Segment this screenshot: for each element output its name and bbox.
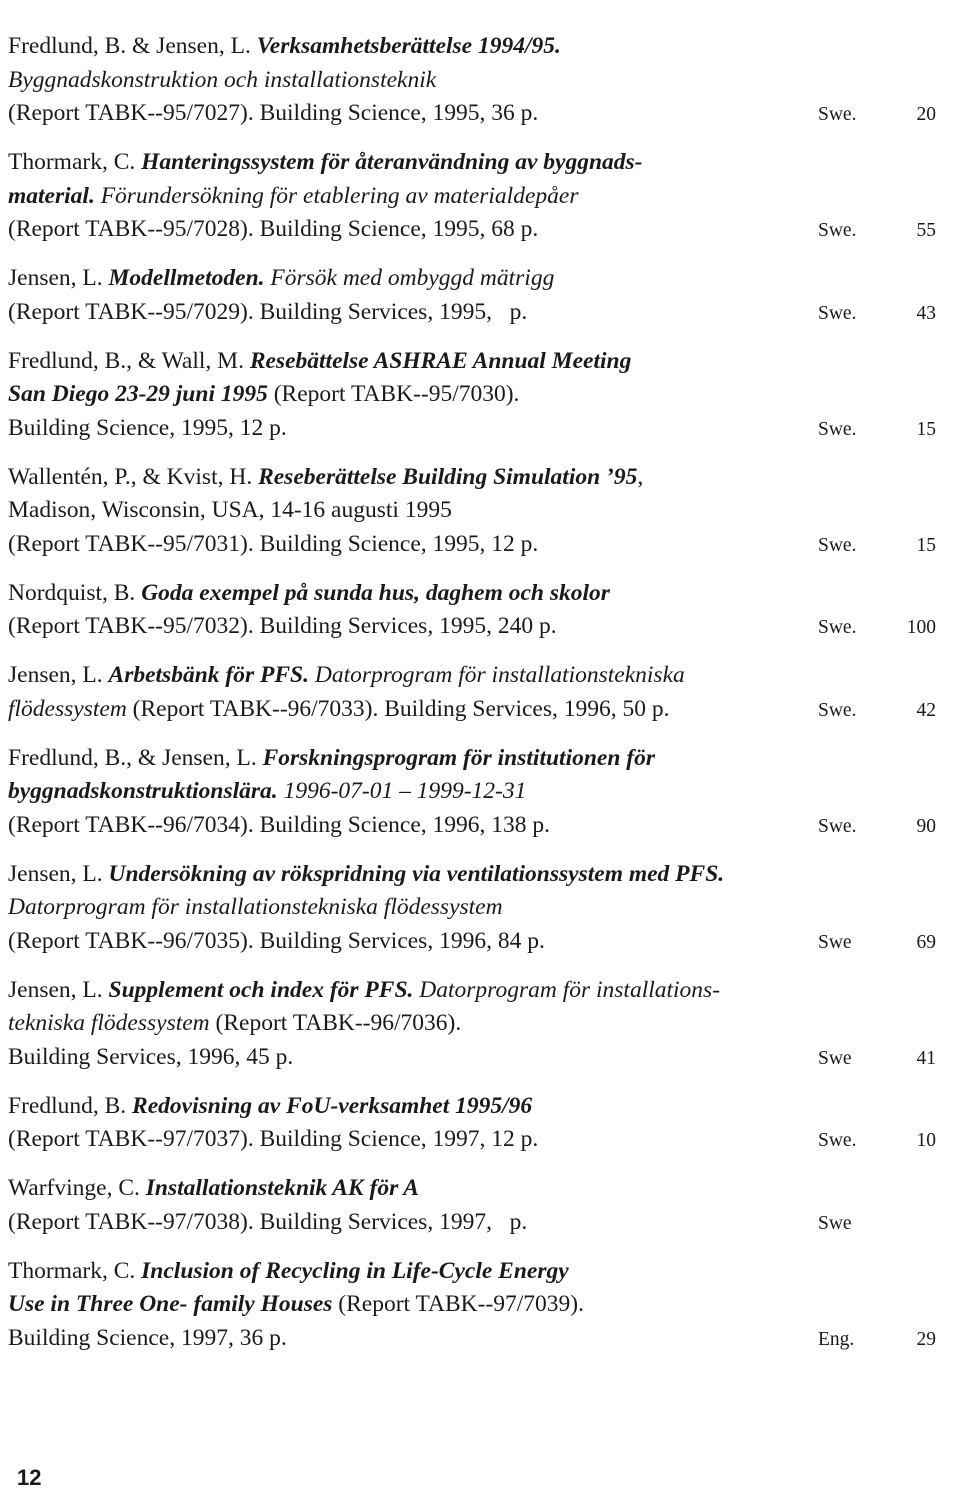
entry-line — [8, 925, 948, 959]
entry-page-count: 29 — [916, 1328, 936, 1350]
bibliography-entry — [8, 30, 948, 131]
entry-text: Jensen, L. — [8, 265, 109, 291]
entry-line — [8, 1288, 948, 1322]
entry-line — [8, 296, 948, 330]
entry-text: (Report TABK--96/7033). Building Services, 1996, 50 p. — [126, 695, 670, 722]
entry-line — [8, 262, 948, 296]
entry-subtitle-text: flödessystem — [8, 695, 127, 722]
entry-language: Swe. — [818, 302, 857, 324]
entry-line — [8, 146, 948, 180]
entry-text: Thormark, C. — [8, 1257, 142, 1284]
bibliography-entry — [8, 659, 948, 726]
page-number: 12 — [17, 1465, 42, 1490]
entry-text: (Report TABK--95/7030). — [267, 381, 520, 407]
entry-line — [8, 1322, 948, 1356]
entry-language: Swe. — [818, 699, 857, 721]
entry-text: Fredlund, B., & Jensen, L. — [8, 744, 263, 771]
entry-title-text: Verksamhetsberättelse 1994/95. — [256, 33, 561, 59]
entry-line — [8, 97, 948, 131]
entry-text: Jensen, L. — [8, 662, 109, 688]
entry-line — [8, 659, 948, 693]
entry-language: Swe. — [818, 617, 857, 638]
entry-title-text: San Diego 23-29 juni 1995 — [8, 381, 268, 407]
entry-page-count: 42 — [916, 699, 936, 721]
entry-line — [8, 345, 948, 379]
entry-title-text: Use in Three One- family Houses — [8, 1291, 333, 1317]
entry-language: Swe. — [818, 1130, 857, 1151]
entry-language: Swe — [818, 1047, 852, 1069]
entry-title-text: Hanteringssystem för återanvändning av byggnads- — [141, 149, 643, 175]
bibliography-entry — [8, 577, 948, 644]
entry-line — [8, 30, 948, 64]
entry-title-text: Reseberättelse Building Simulation ’95 — [258, 463, 638, 490]
bibliography-entry — [8, 1090, 948, 1157]
entry-line — [8, 775, 948, 809]
entry-line — [8, 1255, 948, 1289]
bibliography-entry — [8, 1172, 948, 1239]
entry-language: Swe. — [818, 220, 857, 241]
entry-title-text: Goda exempel på sunda hus, daghem och skolor — [141, 579, 610, 606]
entry-language: Swe. — [818, 534, 857, 556]
entry-line — [8, 891, 948, 925]
entry-text: (Report TABK--95/7027). Building Science, 1995, 36 p. — [8, 100, 539, 126]
entry-line — [8, 858, 948, 892]
entry-line — [8, 213, 948, 247]
entry-page-count: 10 — [916, 1130, 936, 1151]
entry-page-count: 90 — [916, 815, 936, 837]
entry-language: Swe. — [818, 418, 857, 440]
entry-line — [8, 693, 948, 727]
entry-subtitle-text: tekniska flödessystem — [8, 1010, 210, 1036]
entry-text: (Report TABK--96/7035). Building Services, 1996, 84 p. — [8, 927, 545, 954]
entry-page-count: 15 — [916, 534, 936, 556]
entry-line — [8, 1123, 948, 1157]
entry-text: Wallentén, P., & Kvist, H. — [8, 463, 259, 490]
entry-text: (Report TABK--95/7029). Building Services, 1995, p. — [8, 298, 528, 325]
entry-text: Fredlund, B., & Wall, M. — [8, 347, 250, 374]
entry-subtitle-text: Datorprogram för installations- — [413, 976, 721, 1003]
entry-line — [8, 974, 948, 1008]
bibliography-list — [8, 30, 948, 1371]
entry-text: Madison, Wisconsin, USA, 14-16 augusti 1995 — [8, 497, 452, 523]
entry-line — [8, 378, 948, 412]
entry-subtitle-text: Försök med ombyggd mätrigg — [264, 265, 555, 291]
entry-text: (Report TABK--95/7031). Building Science, 1995, 12 p. — [8, 530, 539, 557]
entry-line — [8, 461, 948, 495]
entry-line — [8, 742, 948, 776]
entry-text: (Report TABK--95/7032). Building Services, 1995, 240 p. — [8, 613, 557, 639]
entry-line — [8, 64, 948, 98]
entry-line — [8, 412, 948, 446]
entry-title-text: Installationsteknik AK för A — [145, 1175, 419, 1201]
entry-text: (Report TABK--96/7034). Building Science, 1996, 138 p. — [8, 811, 551, 838]
entry-title-text: material. — [8, 182, 95, 209]
entry-title-text: Resebättelse ASHRAE Annual Meeting — [249, 347, 632, 374]
entry-text: Building Science, 1995, 12 p. — [8, 414, 287, 441]
entry-line — [8, 1206, 948, 1240]
entry-subtitle-text: Datorprogram för installationstekniska flödessystem — [8, 894, 503, 920]
entry-subtitle-text: Datorprogram för installationstekniska — [308, 662, 685, 688]
entry-title-text: Redovisning av FoU-verksamhet 1995/96 — [132, 1092, 533, 1119]
entry-text: (Report TABK--95/7028). Building Science, 1995, 68 p. — [8, 216, 539, 242]
entry-title-text: Arbetsbänk för PFS. — [108, 662, 309, 688]
bibliography-entry — [8, 461, 948, 562]
entry-line — [8, 1172, 948, 1206]
bibliography-entry — [8, 262, 948, 329]
entry-line — [8, 1090, 948, 1124]
entry-line — [8, 1041, 948, 1075]
entry-page-count: 41 — [916, 1047, 936, 1069]
entry-language: Swe — [818, 1212, 852, 1234]
entry-subtitle-text: Byggnadskonstruktion och installationsteknik — [8, 66, 437, 93]
bibliography-entry — [8, 1255, 948, 1356]
entry-text: (Report TABK--97/7038). Building Services, 1997, p. — [8, 1208, 528, 1235]
entry-page-count: 100 — [906, 617, 936, 638]
entry-subtitle-text: Förundersökning för etablering av materialdepåer — [94, 182, 579, 209]
entry-text: (Report TABK--96/7036). — [209, 1010, 462, 1036]
entry-line — [8, 1007, 948, 1041]
bibliography-entry — [8, 858, 948, 959]
entry-page-count: 43 — [916, 302, 936, 324]
entry-text: Jensen, L. — [8, 976, 109, 1003]
entry-title-text: byggnadskonstruktionslära. — [8, 778, 278, 804]
entry-title-text: Supplement och index för PFS. — [108, 976, 414, 1003]
entry-text: Building Science, 1997, 36 p. — [8, 1324, 287, 1351]
bibliography-entry — [8, 742, 948, 843]
entry-title-text: Undersökning av rökspridning via ventilationssystem med PFS. — [108, 860, 725, 887]
entry-language: Swe. — [818, 104, 857, 125]
entry-language: Eng. — [818, 1328, 855, 1350]
entry-page-count: 20 — [916, 104, 936, 125]
entry-line — [8, 610, 948, 644]
entry-title-text: Forskningsprogram för institutionen för — [262, 744, 656, 771]
entry-text: Building Services, 1996, 45 p. — [8, 1043, 294, 1070]
bibliography-entry — [8, 345, 948, 446]
entry-title-text: Inclusion of Recycling in Life-Cycle Energy — [141, 1257, 569, 1284]
entry-line — [8, 494, 948, 528]
entry-text: Fredlund, B. — [8, 1092, 133, 1119]
entry-language: Swe. — [818, 815, 857, 837]
entry-line — [8, 180, 948, 214]
entry-page-count: 15 — [916, 418, 936, 440]
entry-text: Nordquist, B. — [8, 579, 142, 606]
entry-language: Swe — [818, 931, 852, 953]
entry-text: Jensen, L. — [8, 860, 109, 887]
entry-page-count: 55 — [916, 220, 936, 241]
entry-text: (Report TABK--97/7039). — [332, 1291, 585, 1317]
entry-line — [8, 809, 948, 843]
entry-page-count: 69 — [916, 931, 936, 953]
entry-line — [8, 577, 948, 611]
entry-text: Fredlund, B. & Jensen, L. — [8, 33, 257, 59]
entry-title-text: Modellmetoden. — [108, 265, 265, 291]
bibliography-entry — [8, 146, 948, 247]
entry-line — [8, 528, 948, 562]
entry-text: Thormark, C. — [8, 149, 142, 175]
entry-text: , — [637, 463, 644, 490]
entry-text: Warfvinge, C. — [8, 1175, 146, 1201]
entry-text: (Report TABK--97/7037). Building Science, 1997, 12 p. — [8, 1126, 539, 1152]
bibliography-entry — [8, 974, 948, 1075]
entry-subtitle-text: 1996-07-01 – 1999-12-31 — [277, 778, 527, 804]
